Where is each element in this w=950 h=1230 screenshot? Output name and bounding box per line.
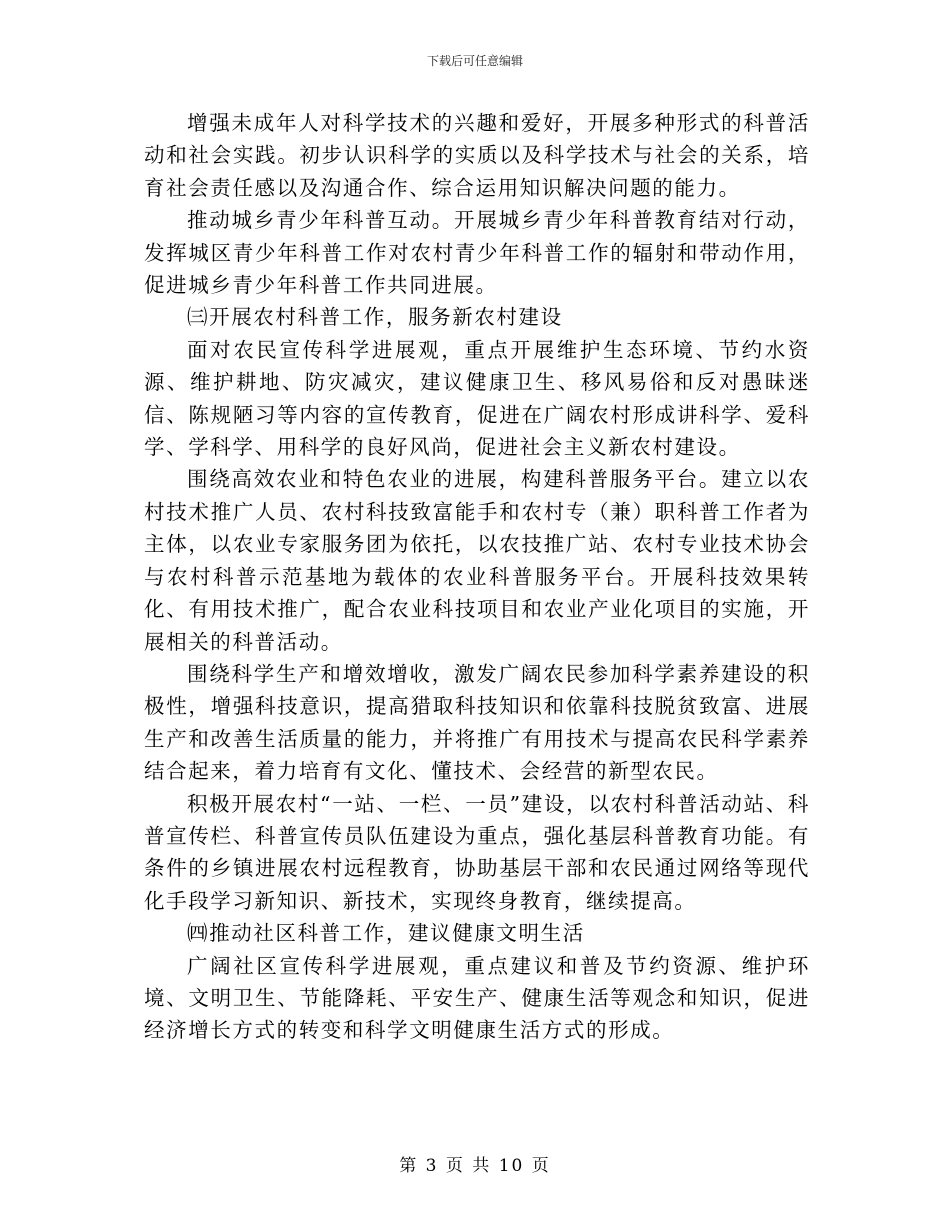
page-number: 第 3 页 共 10 页 [399,1156,551,1176]
section-heading: ㈣推动社区科普工作，建议健康文明生活 [187,921,585,946]
page-header-note: 下载后可任意编辑 [426,54,523,68]
section-heading: ㈢开展农村科普工作，服务新农村建设 [187,305,563,330]
document-body [144,107,810,1047]
paragraph: 围绕科学生产和增效增收，激发广阔农民参加科学素养建设的积极性，增强科技意识，提高猎取科技知识和依靠科技脱贫致富、进展生产和改善生活质量的能力，并将推广有用技术与提高农民科学素养结合起来，着力培育有文化、懂技术、会经营的新型农民。 [144,661,810,784]
paragraph: 积极开展农村“一站、一栏、一员”建设，以农村科普活动站、科普宣传栏、科普宣传员队伍建设为重点，强化基层科普教育功能。有条件的乡镇进展农村远程教育，协助基层干部和农民通过网络等现代化手段学习新知识、新技术，实现终身教育，继续提高。 [144,791,810,913]
paragraph: 推动城乡青少年科普互动。开展城乡青少年科普教育结对行动，发挥城区青少年科普工作对农村青少年科普工作的辐射和带动作用，促进城乡青少年科普工作共同进展。 [144,208,810,298]
paragraph: 增强未成年人对科学技术的兴趣和爱好，开展多种形式的科普活动和社会实践。初步认识科学的实质以及科学技术与社会的关系，培育社会责任感以及沟通合作、综合运用知识解决问题的能力。 [144,111,810,200]
paragraph: 广阔社区宣传科学进展观，重点建议和普及节约资源、维护环境、文明卫生、节能降耗、平安生产、健康生活等观念和知识，促进经济增长方式的转变和科学文明健康生活方式的形成。 [144,953,810,1043]
paragraph: 围绕高效农业和特色农业的进展，构建科普服务平台。建立以农村技术推广人员、农村科技致富能手和农村专（兼）职科普工作者为主体，以农业专家服务团为依托，以农技推广站、农村专业技术协会与农村科普示范基地为载体的农业科普服务平台。开展科技效果转化、有用技术推广，配合农业科技项目和农业产业化项目的实施，开展相关的科普活动。 [144,467,810,654]
paragraph: 面对农民宣传科学进展观，重点开展维护生态环境、节约水资源、维护耕地、防灾减灾，建议健康卫生、移风易俗和反对愚昧迷信、陈规陋习等内容的宣传教育，促进在广阔农村形成讲科学、爱科学、学科学、用科学的良好风尚，促进社会主义新农村建设。 [144,337,810,460]
